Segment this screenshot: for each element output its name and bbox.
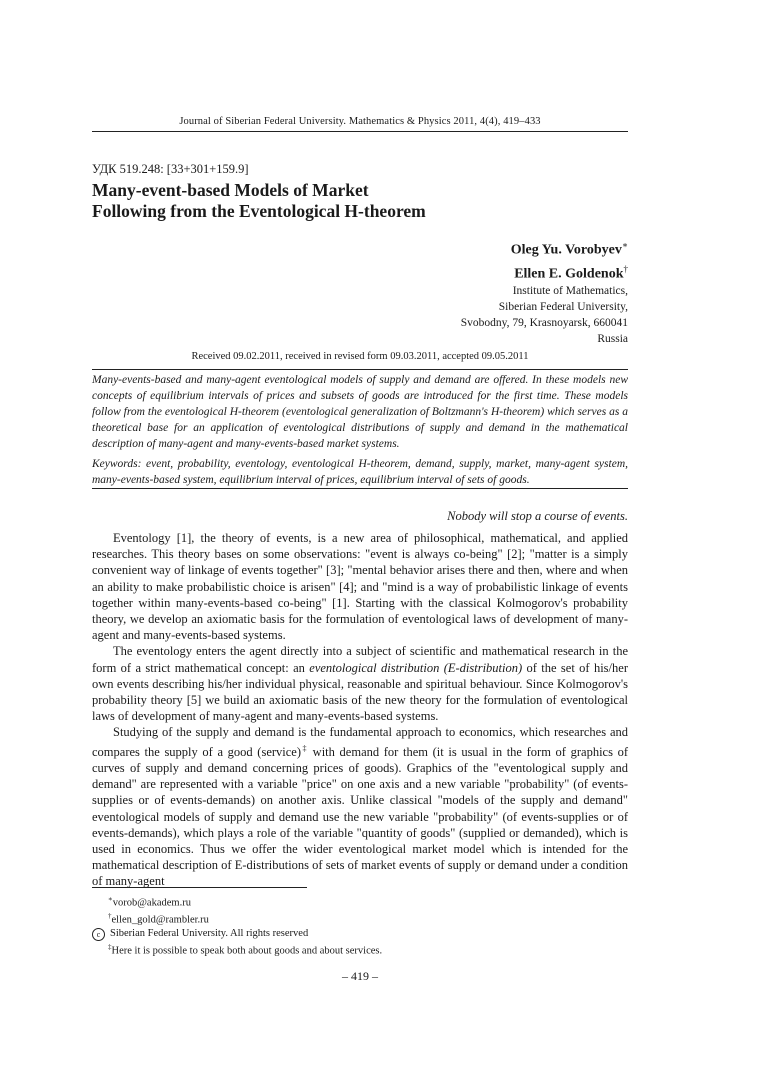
received-dates: Received 09.02.2011, received in revised form 09.03.2011, accepted 09.05.2011 — [191, 351, 529, 362]
copyright-text: Siberian Federal University. All rights reserved — [110, 928, 309, 939]
paragraph-3 — [92, 724, 628, 889]
affiliation-line-4: Russia — [597, 333, 628, 346]
paragraph-3-text-a: Studying of the supply and demand is the fundamental approach to economics, which researches and compares the supply of a good (service) — [92, 725, 628, 759]
page-number: – 419 – — [342, 969, 378, 983]
title-line-1: Many-event-based Models of Market — [92, 180, 369, 200]
author-1-name: Oleg Yu. Vorobyev — [510, 242, 622, 258]
affiliation-line-3: Svobodny, 79, Krasnoyarsk, 660041 — [460, 317, 628, 330]
footnote-3 — [92, 941, 382, 958]
abstract: Many-events-based and many-agent eventological models of supply and demand are offered. In these models new concepts of equilibrium intervals of prices and subsets of goods are introduced for the first time. These models follow from the eventological H-theorem (eventological generalization of Boltzmann's H-theorem) which serves as a theoretical base for an application of eventological distributions of supply and demand in the mathematical description of many-agent and many-events-based market systems. — [92, 374, 628, 450]
paragraph-1: Eventology [1], the theory of events, is a new area of philosophical, mathematical, and applied researches. This theory bases on some observations: "event is always co-being" [2]; "matter is a simply convenient way of linkage of events together" [3]; "mental behavior arises there and then, where and when an ability to make probabilistic choice is arisen" [4]; and "mind is a way of probabilistic linkage of events together within many-events-based co-being" [1]. Starting with the classical Kolmogorov's probability theory, we develop an axiomatic basis for the formulation of eventological laws of development of many-agent and many-events-based systems. — [92, 531, 628, 643]
running-head: Journal of Siberian Federal University. Mathematics & Physics 2011, 4(4), 419–433 — [179, 116, 541, 127]
footnote-1-mark: ∗ — [108, 895, 113, 903]
footnote-ref-3: ‡ — [301, 743, 309, 753]
paragraph-3-text-b: with demand for them (it is usual in the form of graphics of curves of supply and demand concerning prices of goods). Graphics of the "eventological supply and demand" are represented with a variable "price" on one axis and a new variable "probability" (of events-supplies or of events-demands) on another axis. Unlike classical "models of the supply and demand" eventological models of supply and demand use the new variable "probability" (of events-supplies or of events-demands), which plays a role of the variable "quantity of goods" (supplied or demanded), which is used in economics. Thus we offer the wider eventological market model which is intended for the mathematical description of E-distributions of sets of market events of supply or demand under a condition of many-agent — [92, 744, 629, 889]
author-2-mark: † — [623, 263, 628, 274]
footnote-1-text: vorob@akadem.ru — [112, 897, 191, 909]
paragraph-2 — [92, 643, 628, 724]
footnote-2-mark: † — [108, 912, 112, 920]
footnotes — [92, 893, 382, 958]
copyright-line — [92, 927, 382, 941]
affiliation-line-1: Institute of Mathematics, — [512, 285, 628, 298]
footnote-rule — [92, 887, 307, 888]
footnote-3-text: Here it is possible to speak both about goods and about services. — [111, 945, 383, 957]
abstract-bottom-rule — [92, 488, 628, 489]
author-block — [461, 236, 628, 347]
body-text — [92, 530, 628, 890]
author-2-name: Ellen E. Goldenok — [514, 266, 624, 282]
title-line-2: Following from the Eventological H-theorem — [92, 201, 426, 221]
copyright-icon: c — [92, 928, 105, 941]
footnote-3-mark: ‡ — [108, 943, 112, 951]
author-1-mark: ∗ — [621, 240, 628, 250]
footnote-1 — [92, 893, 382, 910]
header-rule — [92, 131, 628, 132]
paragraph-2-text-b: of the set of his/her own events describing his/her individual physical, reasonable and spiritual behaviour. Since Kolmogorov's probability theory [5] we build an axiomatic basis of the new theory for the formulation of eventological laws of development of many-agent and many-events-based systems. — [92, 660, 628, 724]
keywords: Keywords: event, probability, eventology, eventological H-theorem, demand, supply, market, many-agent system, many-events-based system, equilibrium interval of prices, equilibrium interval of sets of goods. — [92, 458, 628, 486]
author-1 — [461, 236, 628, 260]
paragraph-2-text-a: The eventology enters the agent directly into a subject of scientific and mathematical research in the form of a strict mathematical concept: an — [92, 644, 628, 675]
udk-code: УДК 519.248: [33+301+159.9] — [92, 162, 249, 176]
footnote-2 — [92, 910, 382, 927]
paragraph-2-emphasis: eventological distribution (E-distribution) — [309, 660, 523, 675]
epigraph: Nobody will stop a course of events. — [447, 509, 628, 523]
affiliation-line-2: Siberian Federal University, — [498, 301, 628, 314]
abstract-top-rule — [92, 369, 628, 370]
author-2 — [461, 260, 628, 284]
footnote-2-text: ellen_gold@rambler.ru — [111, 914, 209, 926]
article-title — [92, 180, 628, 222]
